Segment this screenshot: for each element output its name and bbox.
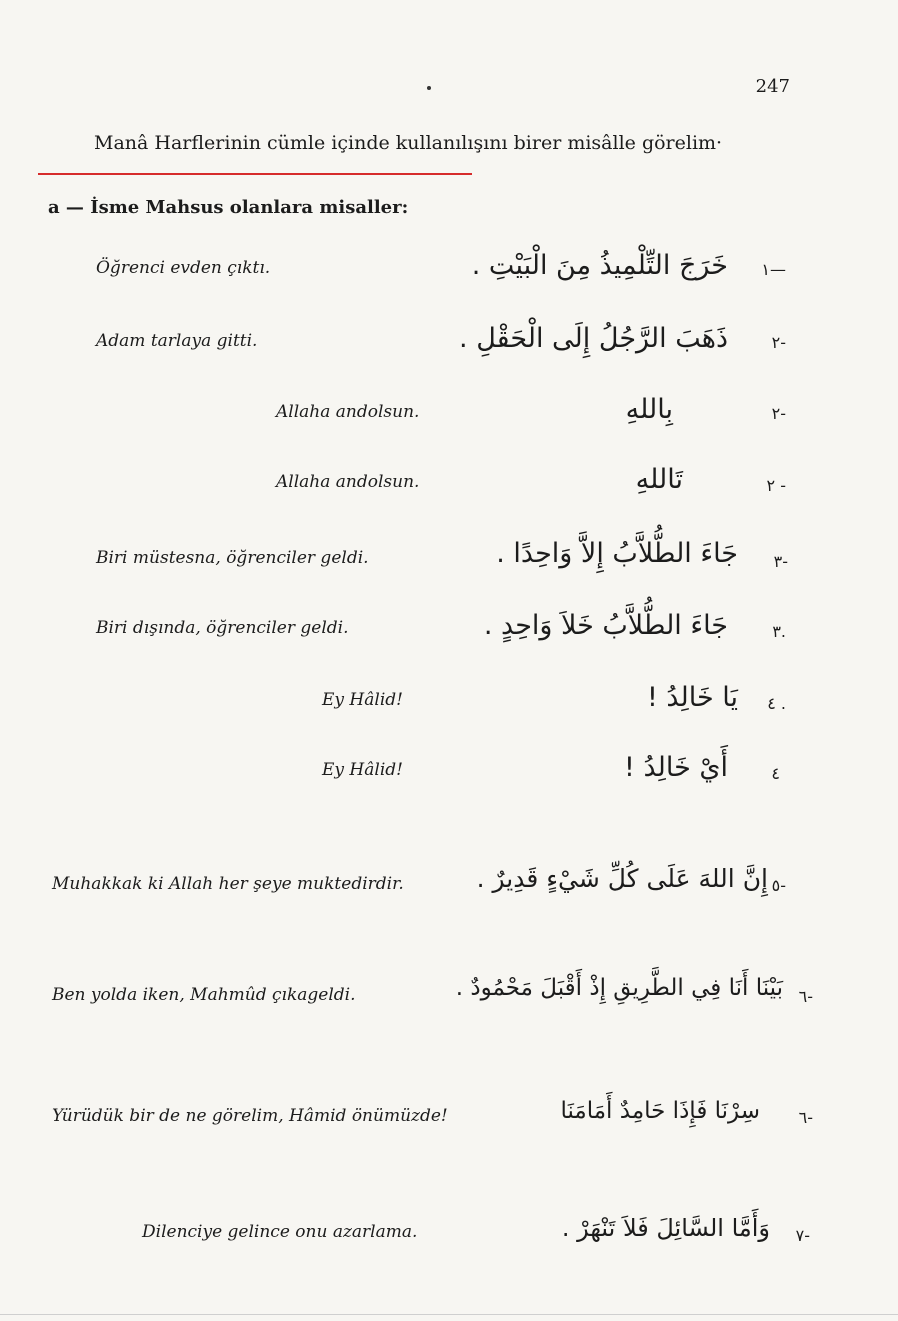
example-arabic: يَا خَالِدُ !	[646, 682, 738, 713]
example-number: ٢-	[771, 404, 786, 423]
example-row	[0, 1214, 898, 1264]
example-arabic: بِاللهِ	[625, 394, 673, 425]
example-number: ٦-	[798, 987, 813, 1006]
example-row	[0, 323, 898, 373]
example-number: ٦-	[798, 1108, 813, 1127]
example-translation: Öğrenci evden çıktı.	[96, 258, 271, 278]
example-translation: Allaha andolsun.	[276, 472, 420, 492]
red-underline	[38, 173, 472, 175]
example-row	[0, 752, 898, 802]
example-row	[0, 538, 898, 588]
example-arabic: ذَهَبَ الرَّجُلُ إِلَى الْحَقْلِ .	[459, 323, 728, 354]
example-number: ٣.	[772, 622, 786, 641]
example-number: ١—	[761, 260, 786, 279]
example-row	[0, 1100, 898, 1150]
example-row	[0, 394, 898, 444]
example-translation: Ben yolda iken, Mahmûd çıkageldi.	[52, 985, 356, 1005]
example-arabic: وَأَمَّا السَّائِلَ فَلاَ تَنْهَرْ .	[561, 1214, 770, 1242]
example-arabic: سِرْنَا فَإِذَا حَامِدٌ أَمَامَنَا	[560, 1098, 760, 1124]
section-heading: a — İsme Mahsus olanlara misaller:	[48, 197, 409, 218]
example-number: ٥-	[771, 876, 786, 895]
page-edge-line	[0, 1314, 898, 1315]
example-number: ٢-	[771, 333, 786, 352]
example-translation: Allaha andolsun.	[276, 402, 420, 422]
example-row	[0, 975, 898, 1025]
example-arabic: بَيْنَا أَنَا فِي الطَّرِيقِ إِذْ أَقْبَلَ مَحْمُودٌ .	[455, 975, 783, 1001]
example-arabic: خَرَجَ التِّلْمِيذُ مِنَ الْبَيْتِ .	[471, 250, 728, 281]
example-arabic: جَاءَ الطُّلاَّبُ إِلاَّ وَاحِدًا .	[496, 538, 738, 569]
example-translation: Adam tarlaya gitti.	[96, 331, 258, 351]
example-row	[0, 464, 898, 514]
example-translation: Dilenciye gelince onu azarlama.	[142, 1222, 418, 1242]
example-row	[0, 610, 898, 660]
example-arabic: أَيْ خَالِدُ !	[624, 752, 728, 783]
page-number: 247	[755, 76, 790, 97]
example-translation: Ey Hâlid!	[322, 760, 403, 780]
example-row	[0, 682, 898, 732]
example-number: ٤	[771, 764, 780, 783]
example-number: ٣-	[773, 552, 788, 571]
example-translation: Biri müstesna, öğrenciler geldi.	[96, 548, 369, 568]
example-number: ٤ .	[767, 694, 786, 713]
example-row	[0, 250, 898, 300]
example-translation: Yürüdük bir de ne görelim, Hâmid önümüzde!	[52, 1106, 448, 1126]
example-row	[0, 866, 898, 916]
example-translation: Ey Hâlid!	[322, 690, 403, 710]
example-number: ٧-	[795, 1226, 810, 1245]
intro-sentence: Manâ Harflerinin cümle içinde kullanılışını birer misâlle görelim·	[94, 132, 723, 154]
example-arabic: جَاءَ الطُّلاَّبُ خَلاَ وَاحِدٍ .	[483, 610, 728, 641]
example-translation: Muhakkak ki Allah her şeye muktedirdir.	[52, 874, 404, 894]
example-translation: Biri dışında, öğrenciler geldi.	[96, 618, 349, 638]
example-number: ٢ -	[766, 476, 786, 495]
example-arabic: إِنَّ اللهَ عَلَى كُلِّ شَيْءٍ قَدِيرٌ .	[476, 864, 768, 893]
page-dot	[427, 86, 431, 90]
example-arabic: تَاللهِ	[635, 464, 683, 495]
